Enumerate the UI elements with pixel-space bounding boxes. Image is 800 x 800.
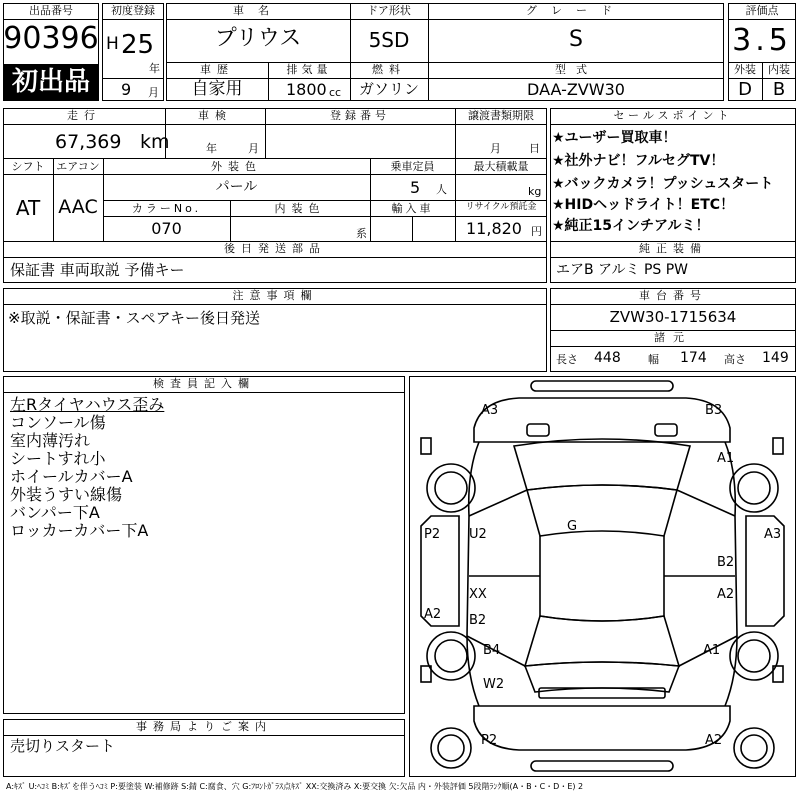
month-unit: 月 xyxy=(148,86,159,99)
reg-number-label: 登録番号 xyxy=(330,109,390,122)
height: 149 xyxy=(762,350,789,366)
model-code: DAA-ZVW30 xyxy=(527,80,625,99)
mark-p2-left: P2 xyxy=(424,527,441,542)
inspector-line-3: 室内薄汚れ xyxy=(10,431,91,450)
width: 174 xyxy=(680,350,707,366)
recycle-fee: 11,820 xyxy=(466,219,522,238)
year-unit: 年 xyxy=(149,62,160,75)
lot-number: 90396 xyxy=(3,21,99,56)
inspector-line-8: ロッカーカバー下A xyxy=(10,521,149,540)
mark-p2-bottom: P2 xyxy=(481,733,498,748)
mark-u2: U2 xyxy=(469,527,487,542)
ac: AAC xyxy=(58,196,98,218)
mark-b4: B4 xyxy=(483,643,501,658)
mark-b3-top-right: B3 xyxy=(705,403,723,418)
transfer-day-unit: 日 xyxy=(529,142,540,155)
inspector-label: 検査員記入欄 xyxy=(153,377,255,390)
dimensions-label: 諸元 xyxy=(654,331,692,344)
exterior-grade: D xyxy=(738,79,752,100)
car-diagram xyxy=(409,376,796,777)
interior-grade: B xyxy=(772,79,786,100)
mark-a2-left: A2 xyxy=(424,607,442,622)
color-no: 070 xyxy=(151,219,182,238)
sales-point-4: ★HIDヘッドライト！ETC！ xyxy=(552,197,735,213)
score-value: 3.5 xyxy=(732,23,792,58)
mark-a2-bottom: A2 xyxy=(705,733,723,748)
reg-month: 9 xyxy=(121,80,132,99)
lot-number-label: 出品番号 xyxy=(29,4,73,17)
chassis-number: ZVW30-1715634 xyxy=(609,308,737,326)
mileage-unit: km xyxy=(140,131,170,153)
equipment: エアB アルミ PS PW xyxy=(556,262,689,278)
mileage: 67,369 xyxy=(55,131,122,153)
load-unit: kg xyxy=(528,185,542,198)
capacity-unit: 人 xyxy=(436,183,447,196)
shift: AT xyxy=(15,196,41,220)
shift-label: シフト xyxy=(11,160,45,173)
color-no-label: カラーNo. xyxy=(131,202,202,215)
grade-label: グレード xyxy=(526,4,626,17)
notes-label: 注意事項欄 xyxy=(232,289,318,302)
displacement-unit: cc xyxy=(329,86,342,99)
inspector-line-1: 左Rタイヤハウス歪み xyxy=(10,395,165,414)
inspector-line-5: ホイールカバーA xyxy=(10,467,133,486)
office-message: 売切りスタート xyxy=(10,737,116,755)
transfer-label: 譲渡書類期限 xyxy=(468,109,534,122)
first-listing-badge: 初出品 xyxy=(4,64,98,100)
capacity: 5 xyxy=(410,178,421,197)
mileage-label: 走行 xyxy=(67,109,101,122)
transfer-month-unit: 月 xyxy=(490,142,501,155)
width-label: 幅 xyxy=(648,353,659,366)
fuel-label: 燃料 xyxy=(372,63,406,76)
inspector-line-2: コンソール傷 xyxy=(10,413,106,432)
inspection-month-unit: 月 xyxy=(248,142,259,155)
model-label: 型式 xyxy=(555,63,597,76)
mark-b2-right: B2 xyxy=(717,555,735,570)
length-label: 長さ xyxy=(556,353,578,366)
car-name: プリウス xyxy=(214,26,302,51)
era-letter: H xyxy=(106,34,119,54)
mark-b2-center: B2 xyxy=(469,613,487,628)
mark-w2: W2 xyxy=(483,677,505,692)
mark-a1-right-rear: A1 xyxy=(703,643,721,658)
equipment-label: 純正装備 xyxy=(639,242,707,255)
inspector-line-6: 外装うすい線傷 xyxy=(10,485,123,504)
sales-point-3: ★バックカメラ！プッシュスタート xyxy=(552,176,774,192)
inspection-label: 車検 xyxy=(198,109,232,122)
office-label: 事務局よりご案内 xyxy=(136,720,272,733)
mark-xx: XX xyxy=(469,587,487,602)
inspector-line-4: シートすれ小 xyxy=(10,449,106,468)
car-name-label: 車名 xyxy=(233,4,283,17)
sales-points-label: セールスポイント xyxy=(613,109,733,122)
exterior-color: パール xyxy=(215,179,258,195)
displacement-label: 排気量 xyxy=(286,63,332,76)
load-label: 最大積載量 xyxy=(473,160,529,173)
mark-g: G xyxy=(567,519,578,534)
color-label: 外装色 xyxy=(211,160,262,173)
inspection-year-unit: 年 xyxy=(206,142,217,155)
interior-color-label: 内装色 xyxy=(274,202,326,215)
displacement: 1800 xyxy=(286,80,327,99)
damage-legend: A:ｷｽﾞ U:ﾍｺﾐ B:ｷｽﾞを伴うﾍｺﾐ P:要塗装 W:補修跡 S:錆 C:腐食、穴 G:ﾌﾛﾝﾄｶﾞﾗｽ点ｷｽﾞ XX:交換済み X:要交換 欠:欠品 内・外装評価 5段階ﾗﾝｸ順(A・B・C・D・E) 2 xyxy=(6,782,584,791)
sales-point-2: ★社外ナビ！フルセグTV！ xyxy=(552,153,725,169)
height-label: 高さ xyxy=(724,353,746,366)
recycle-label: リサイクル預託金 xyxy=(465,202,537,212)
car-history: 自家用 xyxy=(191,79,243,99)
interior-label: 内装 xyxy=(768,63,790,76)
later-parts-label: 後日発送部品 xyxy=(224,242,326,255)
chassis-label: 車台番号 xyxy=(639,289,707,302)
sales-point-1: ★ユーザー買取車！ xyxy=(552,130,677,146)
fuel: ガソリン xyxy=(358,80,419,98)
score-label: 評価点 xyxy=(745,4,779,17)
interior-color-unit: 系 xyxy=(356,227,367,240)
reg-year: 25 xyxy=(121,30,155,60)
inspector-line-7: バンパー下A xyxy=(10,503,100,522)
capacity-label: 乗車定員 xyxy=(390,160,435,173)
mark-a2-right: A2 xyxy=(717,587,735,602)
sales-point-5: ★純正15インチアルミ！ xyxy=(552,218,710,234)
ac-label: エアコン xyxy=(56,160,100,173)
length: 448 xyxy=(594,350,621,366)
mark-a1-right-front: A1 xyxy=(717,451,735,466)
import-label: 輸入車 xyxy=(391,202,434,215)
mark-a3-top-left: A3 xyxy=(481,403,499,418)
recycle-unit: 円 xyxy=(531,225,542,238)
mark-a3-right: A3 xyxy=(764,527,782,542)
door-label: ドア形状 xyxy=(367,4,411,17)
later-parts: 保証書 車両取説 予備キー xyxy=(10,261,185,279)
door-type: 5SD xyxy=(368,28,410,52)
first-reg-label: 初度登録 xyxy=(111,4,155,17)
exterior-label: 外装 xyxy=(734,63,756,76)
grade: S xyxy=(569,27,583,52)
notes: ※取説・保証書・スペアキー後日発送 xyxy=(8,309,260,327)
history-label: 車歴 xyxy=(200,63,234,76)
